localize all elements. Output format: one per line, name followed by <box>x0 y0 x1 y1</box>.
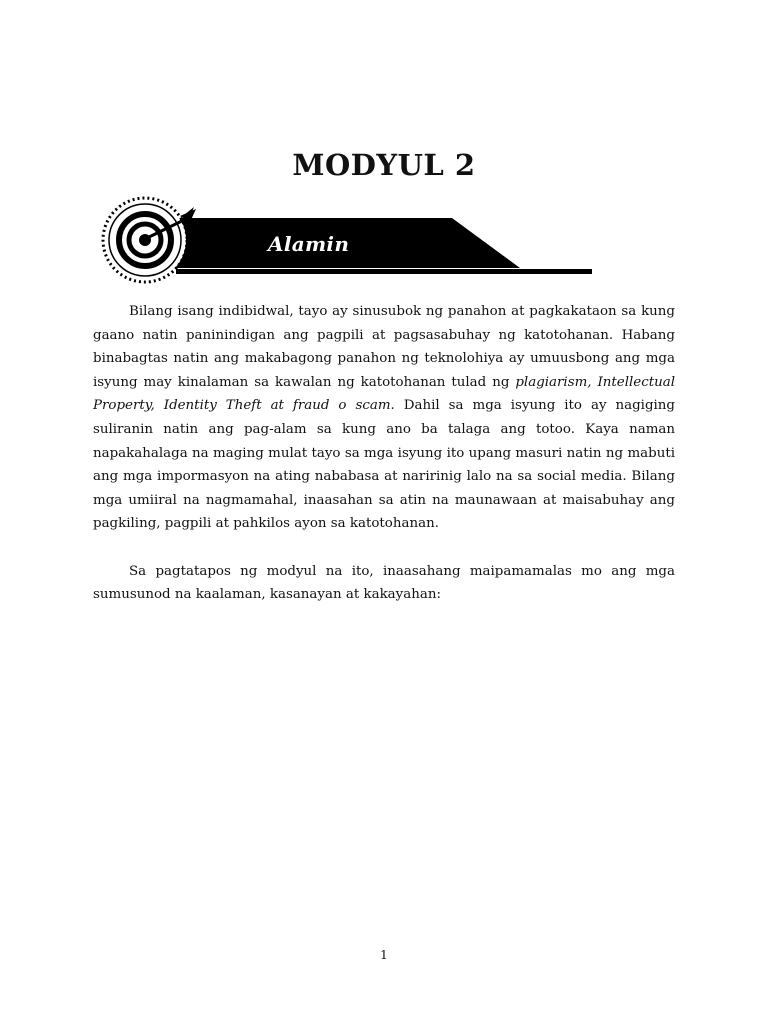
intro-text-part-1: Bilang isang indibidwal, tayo ay sinusubok ng panahon at pagkakataon sa kung gaano natin paninindigan ang pagpili at pagsasabuhay ng katotohanan. Habang binabagtas natin ang makabagong panahon ng teknolohiya ay umuusbong ang mga isyung may kinalaman sa kawalan ng katotohanan tulad ng <box>93 304 675 390</box>
section-label: Alamin <box>268 232 350 256</box>
page-title: MODYUL 2 <box>292 148 476 182</box>
intro-text-part-2: Dahil sa mga isyung ito ay nagiging suliranin natin ang pag-alam sa kung ano ba talaga ang totoo. Kaya naman napakahalaga na maging mulat tayo sa mga isyung ito upang masuri natin ng mabuti ang mga impormasyon na ating nababasa at naririnig lalo na sa social media. Bilang mga umiiral na nagmamahal, inaasahan sa atin na maunawaan at maisabuhay ang pagkiling, pagpili at pahkilos ayon sa katotohanan. <box>93 398 676 532</box>
intro-paragraph <box>93 300 675 536</box>
page-number: 1 <box>380 948 388 962</box>
body-text <box>93 300 675 607</box>
objectives-paragraph: Sa pagtatapos ng modyul na ito, inaasahang maipamamalas mo ang mga sumusunod na kaalaman, kasanayan at kakayahan: <box>93 563 675 603</box>
section-banner <box>96 196 596 288</box>
intro-text-emphasis: plagiarism, Intellectual Property, Identity Theft at fraud o scam. <box>93 374 675 414</box>
